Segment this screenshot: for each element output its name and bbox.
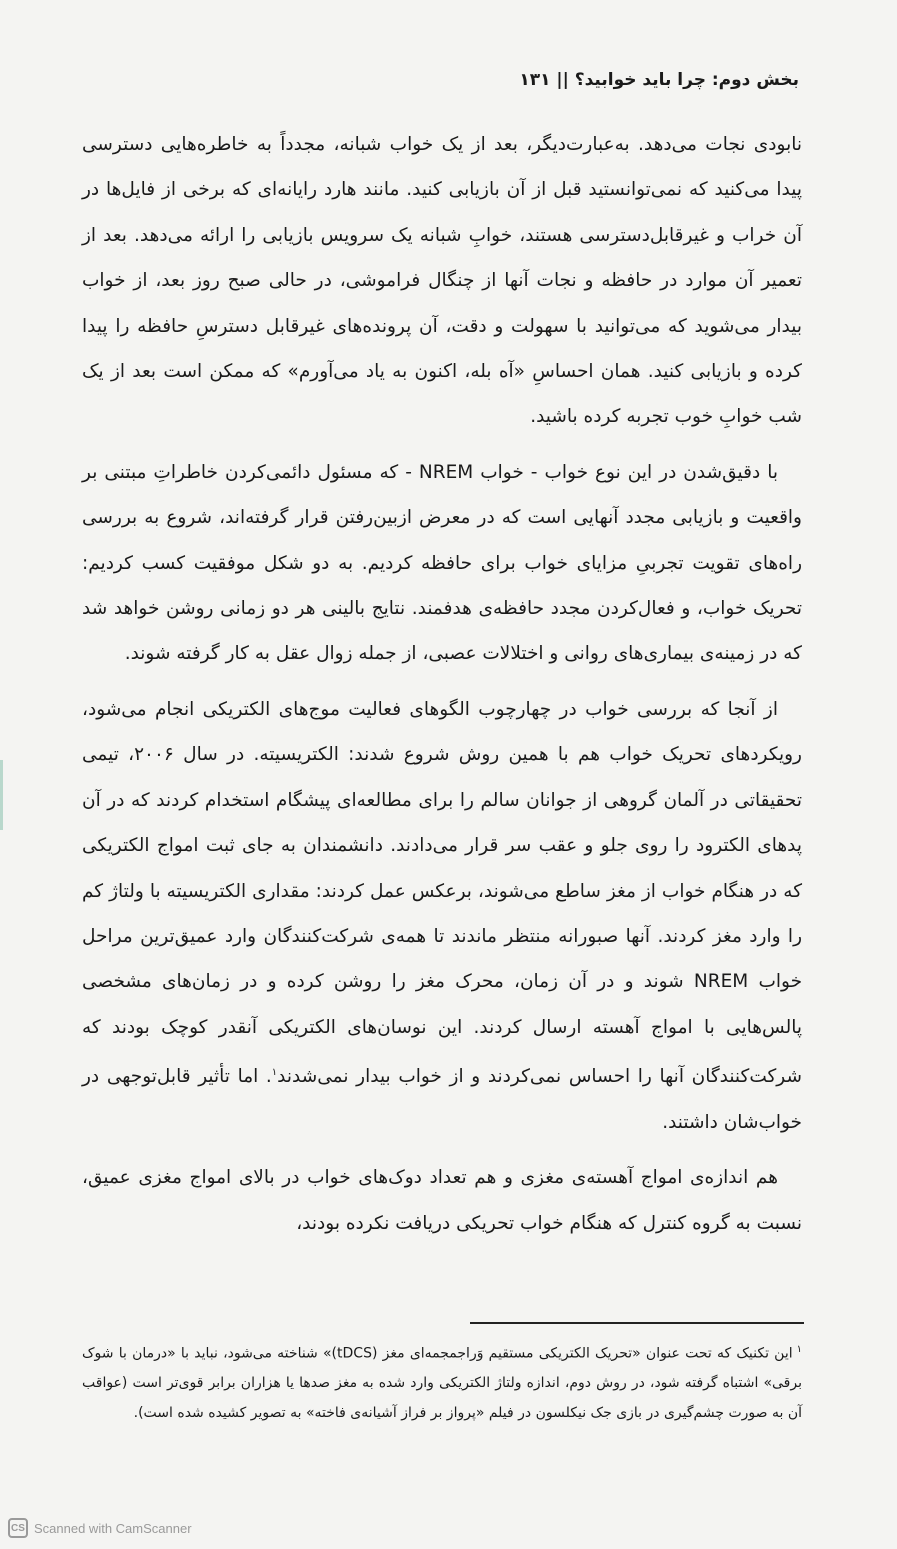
camscanner-logo-icon: CS <box>8 1518 28 1538</box>
paragraph-1: نابودی نجات می‌دهد. به‌عبارت‌دیگر، بعد از یک خواب شبانه، مجدداً به خاطره‌هایی دسترسی پیدا می‌کنید که نمی‌توانستید قبل از آن بازیابی کنید. مانند هارد رایانه‌ای که برخی از فایل‌ها در آن خراب و غیرقابل‌دسترسی هستند، خوابِ شبانه یک سرویس بازیابی را ارائه می‌دهد. بعد از تعمیر آن موارد در حافظه و نجات آنها از چنگال فراموشی، در حالی صبح روز بعد، از خواب بیدار می‌شوید که می‌توانید با سهولت و دقت، آن پرونده‌های غیرقابل دسترسِ حافظه را پیدا کرده و بازیابی کنید. همان احساسِ «آه بله، اکنون به یاد می‌آورم» که ممکن است بعد از یک شب خوابِ خوب تجربه کرده باشید. <box>82 134 802 428</box>
watermark-label: Scanned with CamScanner <box>34 1520 192 1536</box>
footnote-text: این تکنیک که تحت عنوان «تحریک الکتریکی مستقیم وَراجمجمه‌ای مغز (tDCS)» شناخته می‌شود، نباید با «درمان با شوک برقی» اشتباه گرفته شود، در روش دوم، اندازه ولتاژ الکتریکی وارد شده به مغز صدها یا هزاران برابر قوی‌تر است (عواقب آن به صورت چشم‌گیری در بازی جک نیکلسون در فیلم «پرواز بر فراز آشیانه‌ی فاخته» به تصویر کشیده شده است). <box>82 1345 802 1421</box>
body-text <box>82 122 802 1256</box>
footnote-marker: ۱ <box>796 1344 802 1355</box>
footnote-divider <box>470 1322 804 1324</box>
footnotes <box>82 1335 802 1428</box>
paragraph-2: با دقیق‌شدن در این نوع خواب - خواب NREM - که مسئول دائمی‌کردن خاطراتِ مبتنی بر واقعیت و بازیابی مجدد آنهایی است که در معرض ازبین‌رفتن قرار گرفته‌اند، شروع به بررسی راه‌های تقویت تجربیِ مزایای خواب برای حافظه کردیم. به دو شکل موفقیت کسب کردیم: تحریک خواب، و فعال‌کردن مجدد حافظه‌ی هدفمند. نتایج بالینی هر دو زمانی روشن خواهد شد که در زمینه‌ی بیماری‌های روانی و اختلالات عصبی، از جمله زوال عقل به کار گرفته شوند. <box>82 461 802 665</box>
running-header: بخش دوم: چرا باید خوابید؟ || ۱۳۱ <box>519 70 799 90</box>
footnote-reference: ۱ <box>271 1067 278 1079</box>
paragraph-3 <box>82 687 802 1145</box>
paragraph-3-tail: . اما تأثیر قابل‌توجهی در خواب‌شان داشتند. <box>82 1066 802 1133</box>
paragraph-3-text: از آنجا که بررسی خواب در چهارچوب الگوهای فعالیت موج‌های الکتریکی انجام می‌شود، رویکردهای تحریک خواب هم با همین روش شروع شدند: الکتریسیته. در سال ۲۰۰۶، تیمی تحقیقاتی در آلمان گروهی از جوانان سالم را برای مطالعه‌ای پیشگام استخدام کردند که در آن پدهای الکترود را روی جلو و عقب سر قرار می‌دادند. دانشمندان به جای ثبت امواج الکتریکی که در هنگام خواب از مغز ساطع می‌شوند، برعکس عمل کردند: مقداری الکتریسیته با ولتاژ کم را وارد مغز کردند. آنها صبورانه منتظر ماندند تا همه‌ی شرکت‌کنندگان وارد عمیق‌ترین مراحل خواب NREM شوند و در آن زمان، محرک مغز را روشن کرده و در زمان‌های مشخصی پالس‌هایی با امواج آهسته ارسال کردند. این نوسان‌های الکتریکی آنقدر کوچک بودند که شرکت‌کنندگان آنها را احساس نمی‌کردند و از خواب بیدار نمی‌شدند <box>82 698 803 1088</box>
page-edge-mark <box>0 760 3 830</box>
footnote-1 <box>82 1335 802 1428</box>
camscanner-watermark <box>8 1518 192 1538</box>
paragraph-4: هم اندازه‌ی امواج آهسته‌ی مغزی و هم تعداد دوک‌های خواب در بالای امواج مغزی عمیق، نسبت به گروه کنترل که هنگام خواب تحریکی دریافت نکرده بودند، <box>82 1167 802 1234</box>
